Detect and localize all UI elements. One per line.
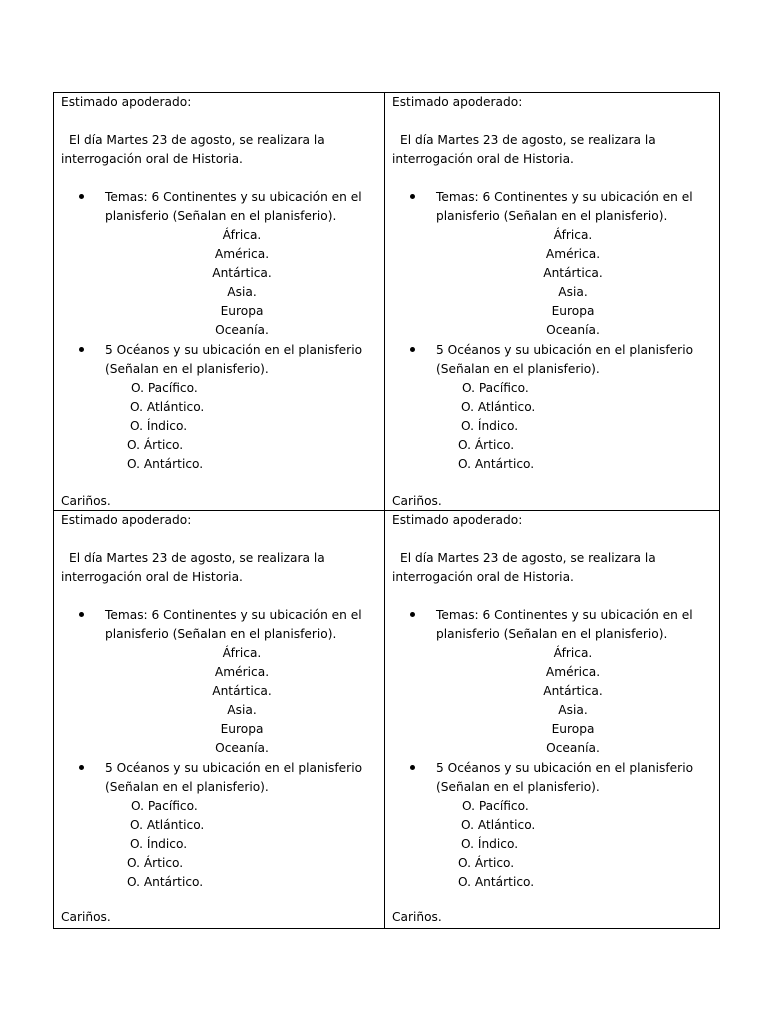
bullet-icon xyxy=(410,347,415,352)
continent-item: Europa xyxy=(220,722,264,736)
topic-line: planisferio (Señalan en el planisferio). xyxy=(436,209,668,223)
bullet-icon xyxy=(79,765,84,770)
topic-oceans xyxy=(436,759,711,797)
ocean-item: O. Índico. xyxy=(461,837,519,851)
note-intro-line: interrogación oral de Historia. xyxy=(61,152,243,166)
continent-item: Oceanía. xyxy=(215,323,269,337)
topic-oceans xyxy=(105,759,380,797)
ocean-item: O. Pacífico. xyxy=(462,799,529,813)
ocean-item: O. Ártico. xyxy=(127,856,184,870)
note-intro-line: El día Martes 23 de agosto, se realizara la xyxy=(400,133,656,147)
continent-item: Oceanía. xyxy=(546,741,600,755)
topic-line: Temas: 6 Continentes y su ubicación en el xyxy=(436,608,693,622)
ocean-item: O. Índico. xyxy=(130,837,188,851)
topic-line: (Señalan en el planisferio). xyxy=(105,362,269,376)
note-intro-line: interrogación oral de Historia. xyxy=(61,570,243,584)
ocean-item: O. Atlántico. xyxy=(461,818,536,832)
note-cell xyxy=(385,93,719,511)
ocean-item: O. Ártico. xyxy=(458,438,515,452)
continent-item: África. xyxy=(222,646,262,660)
note-intro xyxy=(61,549,361,587)
ocean-item: O. Antártico. xyxy=(458,875,535,889)
topic-line: planisferio (Señalan en el planisferio). xyxy=(105,209,337,223)
ocean-item: O. Antártico. xyxy=(127,875,204,889)
topic-line: Temas: 6 Continentes y su ubicación en el xyxy=(436,190,693,204)
ocean-item: O. Ártico. xyxy=(458,856,515,870)
bullet-icon xyxy=(410,194,415,199)
continent-item: Antártica. xyxy=(543,684,603,698)
note-intro xyxy=(392,131,692,169)
topic-line: 5 Océanos y su ubicación en el planisferio xyxy=(105,343,363,357)
note-greeting: Estimado apoderado: xyxy=(392,513,523,527)
continents-list xyxy=(174,644,310,758)
continent-item: América. xyxy=(545,247,601,261)
continents-list xyxy=(174,226,310,340)
continent-item: Oceanía. xyxy=(215,741,269,755)
continent-item: Antártica. xyxy=(212,684,272,698)
continent-item: Europa xyxy=(220,304,264,318)
note-intro-line: interrogación oral de Historia. xyxy=(392,570,574,584)
note-intro xyxy=(392,549,692,587)
topic-line: (Señalan en el planisferio). xyxy=(436,780,600,794)
continent-item: Asia. xyxy=(227,703,257,717)
continent-item: África. xyxy=(222,228,262,242)
ocean-item: O. Pacífico. xyxy=(462,381,529,395)
bullet-icon xyxy=(79,347,84,352)
note-intro-line: El día Martes 23 de agosto, se realizara la xyxy=(400,551,656,565)
topic-oceans xyxy=(436,341,711,379)
continent-item: Antártica. xyxy=(543,266,603,280)
topic-line: (Señalan en el planisferio). xyxy=(105,780,269,794)
note-greeting: Estimado apoderado: xyxy=(61,95,192,109)
ocean-item: O. Atlántico. xyxy=(461,400,536,414)
note-closing: Cariños. xyxy=(61,910,111,924)
note-greeting: Estimado apoderado: xyxy=(392,95,523,109)
continent-item: América. xyxy=(214,247,270,261)
note-cell xyxy=(54,511,385,928)
bullet-icon xyxy=(79,194,84,199)
topic-line: planisferio (Señalan en el planisferio). xyxy=(436,627,668,641)
continent-item: Asia. xyxy=(227,285,257,299)
topic-line: 5 Océanos y su ubicación en el planisferio xyxy=(436,761,694,775)
note-closing: Cariños. xyxy=(392,494,442,508)
continent-item: Antártica. xyxy=(212,266,272,280)
oceans-list xyxy=(122,379,222,474)
note-intro-line: El día Martes 23 de agosto, se realizara la xyxy=(69,133,325,147)
note-greeting: Estimado apoderado: xyxy=(61,513,192,527)
continent-item: América. xyxy=(214,665,270,679)
topic-oceans xyxy=(105,341,380,379)
continents-list xyxy=(505,644,641,758)
continent-item: América. xyxy=(545,665,601,679)
ocean-item: O. Índico. xyxy=(461,419,519,433)
bullet-icon xyxy=(410,765,415,770)
ocean-item: O. Ártico. xyxy=(127,438,184,452)
oceans-list xyxy=(453,379,553,474)
topic-line: Temas: 6 Continentes y su ubicación en el xyxy=(105,190,362,204)
oceans-list xyxy=(122,797,222,892)
ocean-item: O. Antártico. xyxy=(458,457,535,471)
note-closing: Cariños. xyxy=(61,494,111,508)
topic-continents xyxy=(105,188,380,226)
topic-continents xyxy=(436,606,711,644)
topic-line: Temas: 6 Continentes y su ubicación en el xyxy=(105,608,362,622)
topic-line: (Señalan en el planisferio). xyxy=(436,362,600,376)
ocean-item: O. Pacífico. xyxy=(131,799,198,813)
continent-item: Asia. xyxy=(558,285,588,299)
notes-table xyxy=(53,92,720,929)
continent-item: África. xyxy=(553,646,593,660)
continent-item: Oceanía. xyxy=(546,323,600,337)
note-cell xyxy=(54,93,385,511)
bullet-icon xyxy=(410,612,415,617)
bullet-icon xyxy=(79,612,84,617)
continent-item: África. xyxy=(553,228,593,242)
note-intro-line: interrogación oral de Historia. xyxy=(392,152,574,166)
ocean-item: O. Pacífico. xyxy=(131,381,198,395)
topic-continents xyxy=(436,188,711,226)
oceans-list xyxy=(453,797,553,892)
topic-continents xyxy=(105,606,380,644)
topic-line: planisferio (Señalan en el planisferio). xyxy=(105,627,337,641)
note-closing: Cariños. xyxy=(392,910,442,924)
note-cell xyxy=(385,511,719,928)
ocean-item: O. Atlántico. xyxy=(130,400,205,414)
continent-item: Asia. xyxy=(558,703,588,717)
note-intro-line: El día Martes 23 de agosto, se realizara la xyxy=(69,551,325,565)
continent-item: Europa xyxy=(551,722,595,736)
ocean-item: O. Atlántico. xyxy=(130,818,205,832)
ocean-item: O. Índico. xyxy=(130,419,188,433)
note-intro xyxy=(61,131,361,169)
continent-item: Europa xyxy=(551,304,595,318)
ocean-item: O. Antártico. xyxy=(127,457,204,471)
topic-line: 5 Océanos y su ubicación en el planisferio xyxy=(436,343,694,357)
continents-list xyxy=(505,226,641,340)
topic-line: 5 Océanos y su ubicación en el planisferio xyxy=(105,761,363,775)
